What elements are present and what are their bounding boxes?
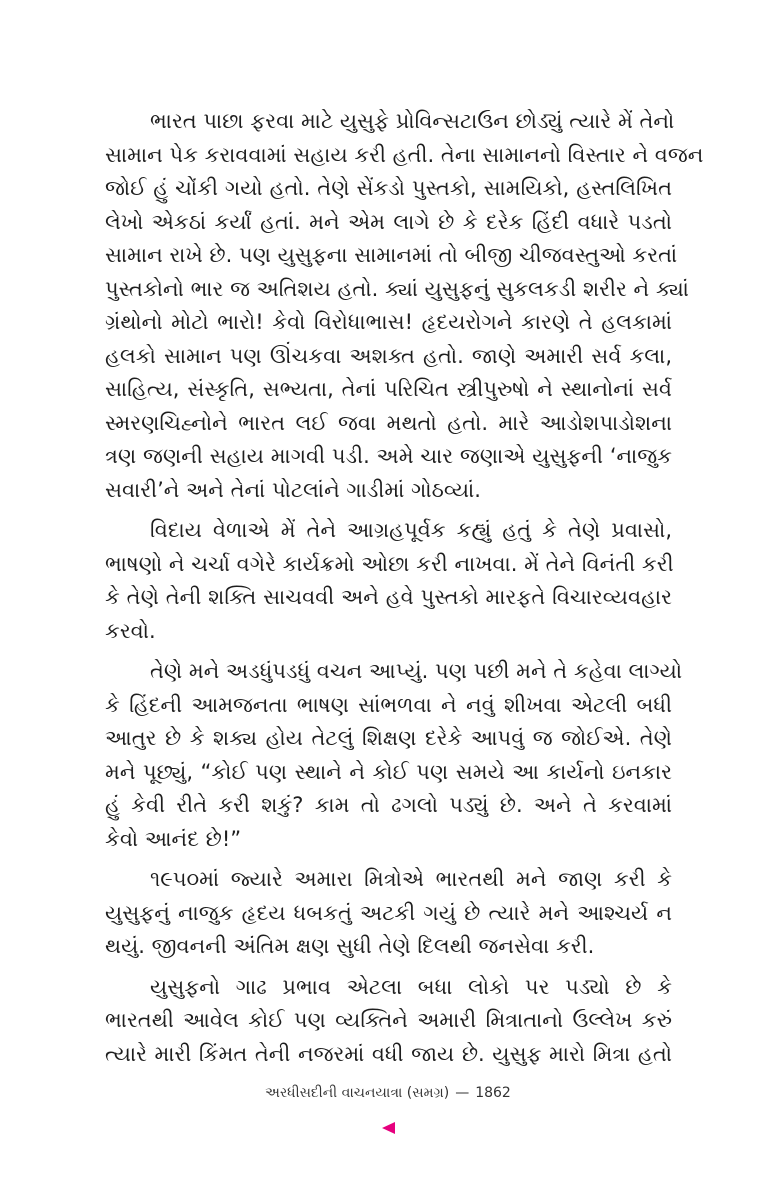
text-line: ગ્રંથોનો મોટો ભારો! કેવો વિરોધાભાસ! હૃદયરોગને કારણે તે હલકામાં — [105, 310, 672, 334]
text-line: કેવો આનંદ છે!” — [105, 826, 242, 851]
text-line: કે હિંદની આમજનતા ભાષણ સાંભળવા ને નવું શીખવા એટલી બધી — [105, 692, 672, 717]
text-line: લેખો એકઠાં કર્યાં હતાં. મને એમ લાગે છે કે દરેક હિંદી વધારે પડતો — [105, 209, 672, 234]
text-line: સવારી’ને અને તેનાં પોટલાંને ગાડીમાં ગોઠવ્યાં. — [105, 477, 481, 502]
page-body-text — [105, 105, 704, 1071]
page-number: 1862 — [475, 1085, 511, 1101]
text-line: તેણે મને અડધુંપડધું વચન આપ્યું. પણ પછી મને તે કહેવા લાગ્યો — [150, 659, 683, 683]
text-line: કે તેણે તેની શક્તિ સાચવવી અને હવે પુસ્તકો મારફતે વિચારવ્યવહાર — [105, 585, 672, 609]
text-line: હું કેવી રીતે કરી શકું? કામ તો ઢગલો પડ્યું છે. અને તે કરવામાં — [105, 793, 672, 817]
paragraph-5 — [105, 971, 672, 1072]
book-title: અરધીસદીની વાચનયાત્રા (સમગ્ર) — [265, 1085, 450, 1101]
text-line: સ્મરણચિહ્નોને ભારત લઈ જવા મથતો હતો. મારે આડોશપાડોશના — [105, 410, 672, 435]
text-line: ૧૯૫૦માં જ્યારે અમારા મિત્રોએ ભારતથી મને જાણ કરી કે — [150, 867, 672, 891]
text-line: કરવો. — [105, 618, 156, 643]
text-line: ભારત પાછા ફરવા માટે યુસુફે પ્રોવિન્સટાઉન છોડ્યું ત્યારે મેં તેનો — [150, 109, 675, 133]
text-line: પુસ્તકોનો ભાર જ અતિશય હતો. ક્યાં યુસુફનું સુકલકડી શરીર ને ક્યાં — [105, 276, 689, 301]
text-line: યુસુફનો ગાઢ પ્રભાવ એટલા બધા લોકો પર પડ્યો છે કે — [150, 974, 672, 999]
text-line: યુસુફનું નાજુક હૃદય ધબકતું અટકી ગયું છે ત્યારે મને આશ્ચર્ય ન — [105, 900, 672, 925]
text-line: હલકો સામાન પણ ઊંચકવા અશક્ત હતો. જાણે અમારી સર્વ કલા, — [105, 343, 672, 368]
page-footer — [0, 1083, 776, 1103]
text-line: મને પૂછ્યું, “કોઈ પણ સ્થાને ને કોઈ પણ સમયે આ કાર્યનો ઇનકાર — [105, 759, 672, 784]
text-line: જોઈ હું ચોંકી ગયો હતો. તેણે સેંકડો પુસ્તકો, સામયિકો, હસ્તલિખિત — [105, 176, 672, 200]
text-line: ભાષણો ને ચર્ચા વગેરે કાર્યક્રમો ઓછા કરી નાખવા. મેં તેને વિનંતી કરી — [105, 551, 674, 576]
previous-page-button[interactable] — [378, 1118, 398, 1138]
paragraph-3 — [105, 655, 683, 856]
text-line: ભારતથી આવેલ કોઈ પણ વ્યક્તિને અમારી મિત્રાતાનો ઉલ્લેખ કરું — [105, 1008, 672, 1032]
text-line: સાહિત્ય, સંસ્કૃતિ, સભ્યતા, તેનાં પરિચિત સ્ત્રીપુરુષો ને સ્થાનોનાં સર્વ — [105, 377, 672, 401]
footer-separator: — — [455, 1085, 470, 1101]
text-line: વિદાય વેળાએ મેં તેને આગ્રહપૂર્વક કહ્યું હતું કે તેણે પ્રવાસો, — [150, 518, 672, 542]
text-line: ત્યારે મારી કિંમત તેની નજરમાં વધી જાય છે. યુસુફ મારો મિત્રા હતો — [105, 1041, 672, 1066]
text-line: થયું. જીવનની અંતિમ ક્ષણ સુધી તેણે દિલથી જનસેવા કરી. — [105, 934, 595, 958]
arrow-left-icon — [382, 1122, 395, 1134]
text-line: સામાન પેક કરાવવામાં સહાય કરી હતી. તેના સામાનનો વિસ્તાર ને વજન — [105, 142, 704, 167]
text-line: ત્રણ જણની સહાય માગવી પડી. અમે ચાર જણાએ યુસુફની ‘નાજુક — [105, 444, 672, 468]
text-line: સામાન રાખે છે. પણ યુસુફના સામાનમાં તો બીજી ચીજવસ્તુઓ કરતાં — [105, 243, 678, 267]
text-line: આતુર છે કે શક્ય હોય તેટલું શિક્ષણ દરેકે આપવું જ જોઈએ. તેણે — [105, 726, 672, 750]
paragraph-1 — [105, 105, 704, 507]
paragraph-2 — [105, 514, 672, 648]
paragraph-4 — [105, 863, 672, 964]
